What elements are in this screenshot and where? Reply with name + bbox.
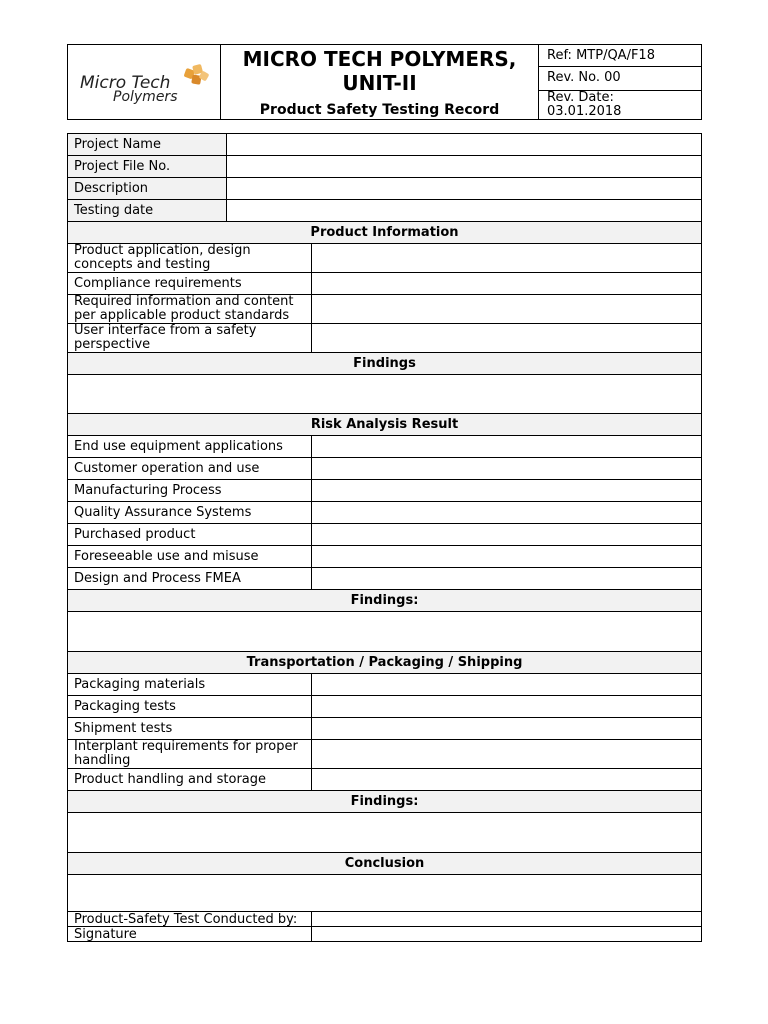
section-findings: Findings:: [68, 590, 702, 612]
risk-label: Purchased product: [68, 524, 312, 546]
risk-label: Foreseeable use and misuse: [68, 546, 312, 568]
project-file-field[interactable]: [227, 156, 702, 178]
project-name-field[interactable]: [227, 134, 702, 156]
logo-text-line2: Polymers: [113, 89, 178, 105]
product-info-label: Product application, design concepts and testing: [68, 244, 312, 273]
risk-field[interactable]: [312, 458, 702, 480]
risk-field[interactable]: [312, 546, 702, 568]
signature-field[interactable]: [312, 927, 702, 942]
section-conclusion: Conclusion: [68, 853, 702, 875]
risk-field[interactable]: [312, 480, 702, 502]
risk-label: End use equipment applications: [68, 436, 312, 458]
risk-label: Customer operation and use: [68, 458, 312, 480]
section-findings: Findings:: [68, 791, 702, 813]
findings-field[interactable]: [68, 375, 702, 414]
transport-label: Product handling and storage: [68, 769, 312, 791]
transport-label: Packaging tests: [68, 696, 312, 718]
testing-date-field[interactable]: [227, 200, 702, 222]
project-name-label: Project Name: [68, 134, 227, 156]
title-cell: [221, 45, 539, 120]
risk-label: Design and Process FMEA: [68, 568, 312, 590]
project-file-label: Project File No.: [68, 156, 227, 178]
conducted-by-label: Product-Safety Test Conducted by:: [68, 912, 312, 927]
product-info-field[interactable]: [312, 295, 702, 324]
document-header: [67, 44, 702, 120]
conclusion-field[interactable]: [68, 875, 702, 912]
transport-field[interactable]: [312, 696, 702, 718]
product-info-field[interactable]: [312, 244, 702, 273]
transport-field[interactable]: [312, 674, 702, 696]
document-title: Product Safety Testing Record: [259, 102, 500, 118]
testing-date-label: Testing date: [68, 200, 227, 222]
transport-label: Packaging materials: [68, 674, 312, 696]
risk-label: Manufacturing Process: [68, 480, 312, 502]
logo-cell: [68, 45, 221, 120]
section-product-information: Product Information: [68, 222, 702, 244]
product-info-field[interactable]: [312, 273, 702, 295]
revision-number: Rev. No. 00: [539, 67, 702, 90]
transport-label: Shipment tests: [68, 718, 312, 740]
revision-date-value: 03.01.2018: [547, 103, 622, 119]
risk-field[interactable]: [312, 524, 702, 546]
section-findings: Findings: [68, 353, 702, 375]
risk-field[interactable]: [312, 436, 702, 458]
findings-field[interactable]: [68, 612, 702, 652]
section-risk-analysis: Risk Analysis Result: [68, 414, 702, 436]
transport-field[interactable]: [312, 718, 702, 740]
risk-label: Quality Assurance Systems: [68, 502, 312, 524]
product-info-label: User interface from a safety perspective: [68, 324, 312, 353]
risk-field[interactable]: [312, 502, 702, 524]
findings-field[interactable]: [68, 813, 702, 853]
logo-icon: [68, 45, 220, 119]
unit-name: UNIT-II: [342, 71, 417, 95]
company-logo: [68, 45, 220, 119]
company-name: MICRO TECH POLYMERS,: [242, 47, 517, 71]
product-info-label: Compliance requirements: [68, 273, 312, 295]
product-info-field[interactable]: [312, 324, 702, 353]
conducted-by-field[interactable]: [312, 912, 702, 927]
risk-field[interactable]: [312, 568, 702, 590]
description-field[interactable]: [227, 178, 702, 200]
ref-number: Ref: MTP/QA/F18: [539, 45, 702, 67]
description-label: Description: [68, 178, 227, 200]
section-transportation: Transportation / Packaging / Shipping: [68, 652, 702, 674]
revision-date: [539, 90, 702, 119]
product-info-label: Required information and content per applicable product standards: [68, 295, 312, 324]
logo-text-line1: Micro Tech: [80, 73, 171, 93]
transport-field[interactable]: [312, 740, 702, 769]
signature-label: Signature: [68, 927, 312, 942]
revision-date-label: Rev. Date:: [547, 89, 614, 105]
transport-label: Interplant requirements for proper handling: [68, 740, 312, 769]
transport-field[interactable]: [312, 769, 702, 791]
testing-record-form: [67, 133, 702, 942]
